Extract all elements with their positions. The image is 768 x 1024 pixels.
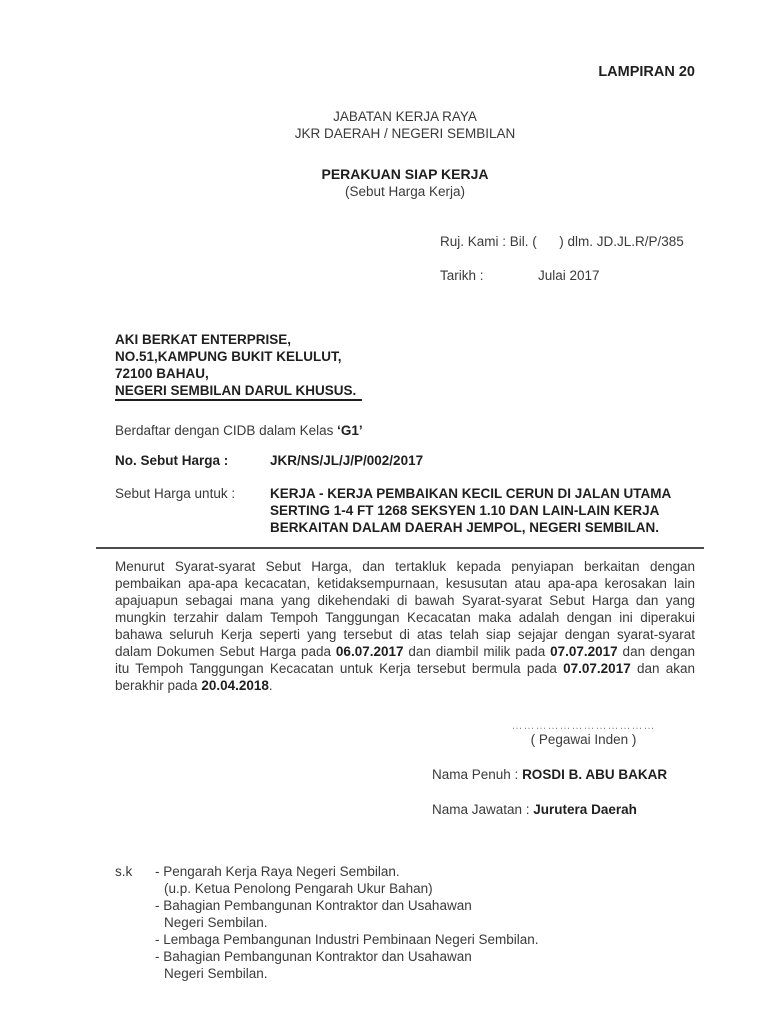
defect-period-end-date: 20.04.2018 bbox=[201, 678, 269, 693]
cidb-class-value: ‘G1’ bbox=[337, 423, 363, 438]
cc-line-5: - Lembaga Pembangunan Industri Pembinaan Negeri Sembilan. bbox=[155, 932, 539, 947]
paragraph-segment-1: Menurut Syarat-syarat Sebut Harga, dan tertakluk kepada penyiapan berkaitan dengan pembaikan apa-apa kecacatan, ketidaksempurnaan, kesusutan atau apa-apa kerosakan lain apajuapun sebagai mana yang dikehendaki di bawah Syarat-syarat Sebut Harga dan yang mungkin terzahir dalam Tempoh Tanggungan Kecacatan maka adalah dengan ini diperakui bahawa seluruh Kerja seperti yang tersebut di atas telah siap sejajar dengan syarat-syarat dalam Dokumen Sebut Harga pada bbox=[115, 559, 695, 659]
signatory-post-value: Jurutera Daerah bbox=[533, 802, 637, 817]
signatory-name-label: Nama Penuh : bbox=[432, 767, 523, 782]
carbon-copy-label: s.k bbox=[115, 864, 133, 879]
carbon-copy-list bbox=[155, 863, 538, 982]
signatory-name-row bbox=[432, 766, 695, 783]
paragraph-segment-4: dan akan berakhir pada bbox=[115, 661, 695, 693]
signature-block bbox=[432, 721, 695, 818]
document-title: PERAKUAN SIAP KERJA bbox=[321, 166, 489, 182]
paragraph-segment-2: dan diambil milik pada bbox=[403, 644, 551, 659]
quotation-subject-value bbox=[270, 485, 671, 536]
recipient-address-2: 72100 BAHAU, bbox=[115, 366, 209, 381]
quotation-number-value: JKR/NS/JL/J/P/002/2017 bbox=[270, 453, 424, 468]
recipient-address-block bbox=[115, 331, 695, 401]
cidb-registration-text: Berdaftar dengan CIDB dalam Kelas bbox=[115, 423, 338, 438]
paragraph-segment-3: dan dengan itu Tempoh Tanggungan Kecacatan untuk Kerja tersebut bermula pada bbox=[115, 644, 695, 676]
completion-date: 06.07.2017 bbox=[335, 644, 404, 659]
date-label: Tarikh : bbox=[440, 268, 484, 283]
certification-paragraph bbox=[115, 558, 695, 694]
org-name: JABATAN KERJA RAYA bbox=[333, 109, 477, 124]
cc-line-7: Negeri Sembilan. bbox=[164, 966, 268, 981]
cc-line-2: (u.p. Ketua Penolong Pengarah Ukur Bahan) bbox=[164, 881, 433, 896]
document-title-block bbox=[115, 166, 695, 200]
organization-block bbox=[115, 108, 695, 142]
signatory-name-value: ROSDI B. ABU BAKAR bbox=[522, 767, 668, 782]
date-line bbox=[440, 267, 695, 284]
carbon-copy-block bbox=[115, 863, 695, 982]
cidb-registration-line bbox=[115, 422, 695, 439]
date-value: Julai 2017 bbox=[538, 268, 600, 283]
horizontal-divider bbox=[96, 547, 704, 549]
signatory-post-label: Nama Jawatan : bbox=[432, 802, 534, 817]
document-subtitle: (Sebut Harga Kerja) bbox=[344, 184, 466, 199]
reference-block bbox=[440, 233, 695, 284]
document-content bbox=[115, 0, 695, 982]
paragraph-segment-5: . bbox=[268, 678, 273, 693]
quotation-number-label: No. Sebut Harga : bbox=[115, 453, 229, 468]
possession-date: 07.07.2017 bbox=[550, 644, 618, 659]
cc-line-6: - Bahagian Pembangunan Kontraktor dan Usahawan bbox=[155, 949, 472, 964]
quotation-subject-row bbox=[115, 485, 695, 536]
recipient-address-3: NEGERI SEMBILAN DARUL KHUSUS. bbox=[115, 382, 695, 401]
defect-period-start-date: 07.07.2017 bbox=[563, 661, 631, 676]
recipient-name: AKI BERKAT ENTERPRISE, bbox=[115, 332, 292, 347]
cc-line-1: - Pengarah Kerja Raya Negeri Sembilan. bbox=[155, 864, 400, 879]
cc-line-3: - Bahagian Pembangunan Kontraktor dan Usahawan bbox=[155, 898, 472, 913]
quotation-subject-label: Sebut Harga untuk : bbox=[115, 486, 236, 501]
ref-number-line: Ruj. Kami : Bil. ( ) dlm. JD.JL.R/P/385 bbox=[440, 234, 684, 249]
quotation-subject-line-2: SERTING 1-4 FT 1268 SEKSYEN 1.10 DAN LAIN-LAIN KERJA bbox=[270, 503, 660, 518]
cc-line-4: Negeri Sembilan. bbox=[164, 915, 268, 930]
recipient-address-1: NO.51,KAMPUNG BUKIT KELULUT, bbox=[115, 349, 342, 364]
quotation-subject-line-1: KERJA - KERJA PEMBAIKAN KECIL CERUN DI JALAN UTAMA bbox=[270, 486, 672, 501]
quotation-subject-line-3: BERKAITAN DALAM DAERAH JEMPOL, NEGERI SEMBILAN. bbox=[270, 520, 660, 535]
lampiran-heading: LAMPIRAN 20 bbox=[598, 64, 695, 80]
signatory-post-row bbox=[432, 801, 695, 818]
quotation-number-row bbox=[115, 452, 695, 469]
signatory-role: ( Pegawai Inden ) bbox=[530, 732, 637, 747]
org-district: JKR DAERAH / NEGERI SEMBILAN bbox=[294, 126, 516, 141]
signature-dotted-line: ……………………………… bbox=[511, 720, 656, 732]
